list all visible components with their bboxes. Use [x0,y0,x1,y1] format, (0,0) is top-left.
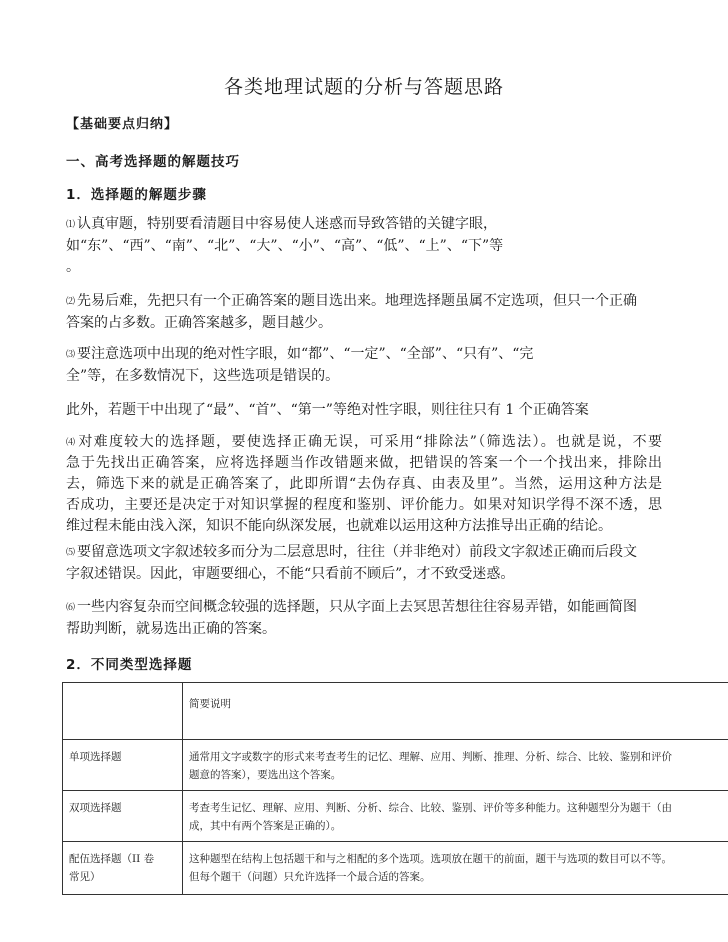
item-number: ⑵ [66,297,76,307]
paragraph-line: ⑷ 对难度较大的选择题，要使选择正确无误，可采用“排除法”（筛选法）。也就是说，不要 [66,432,662,453]
paragraph-line: 否成功，主要还是决定于对知识掌握的程度和鉴别、评价能力。如果对知识学得不深不透，思 [66,497,662,513]
table-row [63,842,728,895]
table-header-row [63,683,728,740]
paragraph-line: ⑹ 一些内容复杂而空间概念较强的选择题，只从字面上去冥思苦想往往容易弄错，如能画简图 [66,597,662,619]
paragraph-line: 去，筛选下来的就是正确答案了，此即所谓“去伪存真、由表及里”。当然，运用这种方法是 [66,476,662,492]
item-number: ⑹ [66,603,76,613]
paragraph-line: ⑸ 要留意选项文字叙述较多而分为二层意思时，往往（并非绝对）前段文字叙述正确而后段文 [66,542,662,564]
table-cell-type: 配伍选择题（II 卷 常见） [63,842,183,895]
subsection-heading-2: 2．不同类型选择题 [66,657,193,673]
question-types-table [62,682,728,895]
list-item [66,597,662,640]
paragraph-line: 。 [66,259,80,275]
paragraph-line: 全”等，在多数情况下，这些选项是错误的。 [66,368,340,384]
list-item [66,291,662,334]
paragraph-line: ⑴ 认真审题，特别要看清题目中容易使人迷惑而导致答错的关键字眼， [66,214,662,236]
paragraph-line: 字叙述错误。因此，审题要细心，不能“只看前不顾后”，才不致受迷惑。 [66,566,515,582]
table-header-cell [63,683,183,740]
item-number: ⑷ [66,438,76,448]
table-row [63,791,728,842]
section-heading-1: 一、高考选择题的解题技巧 [66,154,240,170]
item-number: ⑸ [66,548,76,558]
paragraph-line: ⑵ 先易后难，先把只有一个正确答案的题目选出来。地理选择题虽属不定选项，但只一个正确 [66,291,662,313]
table-cell-type: 单项选择题 [63,740,183,791]
table-cell-description: 这种题型在结构上包括题干和与之相配的多个选项。选项放在题干的前面，题干与选项的数目可以不等。 但每个题干（问题）只允许选择一个最合适的答案。 [183,842,728,895]
item-number: ⑴ [66,220,76,230]
table-row [63,740,728,791]
table-cell-description: 考查考生记忆、理解、应用、判断、分析、综合、比较、鉴别、评价等多种能力。这种题型分为题干（由 成，其中有两个答案是正确的）。 [183,791,728,842]
list-item [66,400,662,421]
item-number: ⑶ [66,350,76,360]
paragraph-line: 维过程未能由浅入深，知识不能向纵深发展，也就难以运用这种方法推导出正确的结论。 [66,518,612,534]
section-tag: 【基础要点归纳】 [66,117,179,132]
page-title: 各类地理试题的分析与答题思路 [223,76,504,98]
table-header-cell: 简要说明 [183,683,728,740]
paragraph-line: 此外，若题干中出现了“最”、“首”、“第一”等绝对性字眼，则往往只有 1 个正确答案 [66,402,589,418]
list-item [66,214,662,278]
paragraph-line: 帮助判断，就易选出正确的答案。 [66,621,276,637]
table-cell-description: 通常用文字或数字的形式来考查考生的记忆、理解、应用、判断、推理、分析、综合、比较、鉴别和评价 题意的答案），要选出这个答案。 [183,740,728,791]
paragraph-line: ⑶ 要注意选项中出现的绝对性字眼，如“都”、“一定”、“全部”、“只有”、“完 [66,344,662,366]
list-item [66,432,662,537]
list-item [66,542,662,585]
subsection-heading-1: 1．选择题的解题步骤 [66,187,207,203]
paragraph-line: 急于先找出正确答案，应将选择题当作改错题来做，把错误的答案一个一个找出来，排除出 [66,455,662,471]
paragraph-line: 如“东”、“西”、“南”、“北”、“大”、“小”、“高”、“低”、“上”、“下”等 [66,238,504,254]
paragraph-line: 答案的占多数。正确答案越多，题目越少。 [66,315,332,331]
table-cell-type: 双项选择题 [63,791,183,842]
list-item [66,344,662,387]
